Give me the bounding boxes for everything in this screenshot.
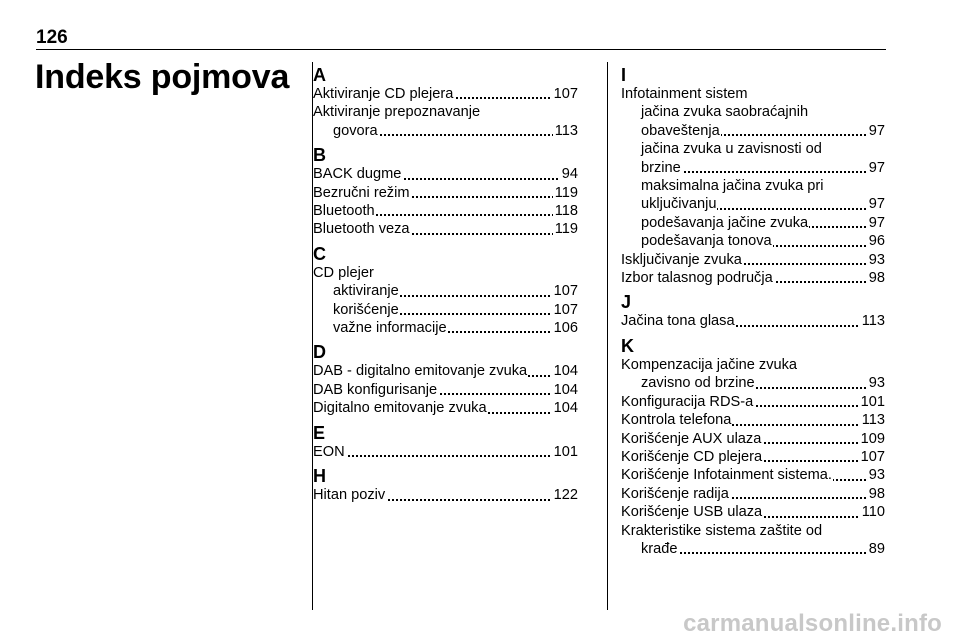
entry-page-number: 93 [868, 467, 885, 484]
index-entry [313, 443, 578, 461]
entry-term: EON [313, 443, 345, 460]
index-entry [621, 214, 885, 232]
entry-term: Korišćenje USB ulaza [621, 504, 763, 521]
entry-page-number: 107 [553, 301, 578, 318]
entry-page-number: 113 [861, 313, 885, 330]
index-heading: Krakteristike sistema zaštite od [621, 522, 823, 539]
entry-page-number: 97 [868, 214, 885, 231]
section-letter: C [313, 243, 326, 264]
index-entry [313, 282, 578, 300]
entry-page-number: 107 [553, 283, 578, 300]
entry-term: Bezručni režim [313, 184, 410, 201]
section-letter: B [313, 145, 326, 166]
index-entry [621, 269, 885, 287]
entry-page-number: 113 [861, 412, 885, 429]
index-entry [621, 503, 885, 521]
section-letter: D [313, 342, 326, 363]
index-entry [621, 393, 885, 411]
entry-term: obaveštenja [641, 122, 720, 139]
entry-page-number: 119 [554, 221, 578, 238]
entry-term: Korišćenje Infotainment sistema. [621, 467, 832, 484]
entry-term: uključivanju [641, 196, 717, 213]
entry-term: zavisno od brzine [641, 375, 755, 392]
entry-term: govora [333, 122, 378, 139]
index-entry [621, 195, 885, 213]
index-heading: CD plejer [313, 264, 374, 281]
index-entry [621, 485, 885, 503]
entry-page-number: 101 [860, 393, 885, 410]
index-heading: maksimalna jačina zvuka pri [641, 178, 824, 195]
entry-term: Kontrola telefona [621, 412, 732, 429]
page-title: Indeks pojmova [35, 58, 290, 96]
entry-term: Aktiviranje CD plejera [313, 86, 454, 102]
entry-page-number: 109 [860, 430, 885, 447]
index-entry [621, 312, 885, 330]
entry-term: Korišćenje AUX ulaza [621, 430, 762, 447]
entry-page-number: 97 [868, 196, 885, 213]
entry-page-number: 104 [553, 363, 578, 380]
entry-term: važne informacije [333, 320, 447, 337]
index-entry [313, 202, 578, 220]
index-entry [621, 232, 885, 250]
section-letter: H [313, 466, 326, 487]
entry-page-number: 89 [868, 540, 885, 557]
index-section [313, 467, 578, 504]
entry-page-number: 94 [561, 166, 578, 183]
dot-leader [313, 455, 578, 457]
entry-page-number: 97 [868, 122, 885, 139]
index-section [313, 343, 578, 417]
index-heading: jačina zvuka u zavisnosti od [641, 141, 822, 158]
column-divider-right [607, 62, 608, 610]
index-entry [621, 374, 885, 392]
entry-page-number: 110 [861, 504, 885, 521]
index-entry [313, 486, 578, 504]
index-entry [621, 466, 885, 484]
index-entry [621, 159, 885, 177]
index-entry [313, 301, 578, 319]
entry-page-number: 107 [553, 86, 578, 102]
entry-term: korišćenje [333, 301, 399, 318]
entry-page-number: 107 [860, 448, 885, 465]
index-heading: Aktiviranje prepoznavanje [313, 104, 481, 121]
index-entry [313, 122, 578, 140]
index-section [313, 66, 578, 140]
entry-page-number: 93 [868, 251, 885, 268]
entry-page-number: 98 [868, 485, 885, 502]
header-rule [36, 49, 886, 50]
index-column-1 [313, 66, 578, 511]
section-letter: J [621, 292, 632, 313]
entry-page-number: 104 [553, 381, 578, 398]
entry-term: Konfiguracija RDS-a [621, 393, 754, 410]
index-entry [313, 381, 578, 399]
index-section [313, 424, 578, 461]
index-entry [621, 540, 885, 558]
entry-term: Isključivanje zvuka [621, 251, 742, 268]
entry-term: DAB - digitalno emitovanje zvuka [313, 363, 528, 380]
entry-page-number: 98 [868, 270, 885, 287]
entry-term: Jačina tona glasa [621, 313, 735, 330]
index-entry [621, 448, 885, 466]
index-entry [621, 251, 885, 269]
entry-page-number: 93 [868, 375, 885, 392]
section-letter: K [621, 335, 634, 356]
index-entry [313, 85, 578, 103]
entry-page-number: 101 [553, 443, 578, 460]
entry-term: Digitalno emitovanje zvuka [313, 400, 487, 417]
section-letter: A [313, 65, 326, 85]
watermark: carmanualsonline.info [683, 610, 942, 637]
entry-term: Izbor talasnog područja [621, 270, 773, 287]
entry-term: Korišćenje CD plejera [621, 448, 763, 465]
index-column-2 [621, 66, 885, 564]
entry-term: Bluetooth veza [313, 221, 410, 238]
entry-term: BACK dugme [313, 166, 402, 183]
index-section [313, 245, 578, 338]
entry-page-number: 97 [868, 159, 885, 176]
entry-page-number: 113 [554, 122, 578, 139]
section-letter: I [621, 65, 627, 85]
index-entry [313, 399, 578, 417]
section-letter: E [313, 422, 326, 443]
entry-term: Bluetooth [313, 203, 375, 220]
entry-page-number: 119 [554, 184, 578, 201]
entry-term: krađe [641, 540, 678, 557]
entry-page-number: 96 [868, 233, 885, 250]
entry-term: DAB konfigurisanje [313, 381, 438, 398]
entry-term: podešavanja tonova [641, 233, 772, 250]
index-heading: Kompenzacija jačine zvuka [621, 356, 798, 373]
index-entry [313, 165, 578, 183]
index-heading: jačina zvuka saobraćajnih [641, 104, 809, 121]
index-section [313, 146, 578, 239]
entry-term: podešavanja jačine zvuka [641, 214, 809, 231]
entry-page-number: 104 [553, 400, 578, 417]
index-entry [621, 430, 885, 448]
entry-page-number: 106 [553, 320, 578, 337]
index-section [621, 337, 885, 558]
index-entry [621, 411, 885, 429]
index-entry [313, 220, 578, 238]
entry-page-number: 118 [554, 203, 578, 220]
entry-term: Korišćenje radija [621, 485, 729, 502]
entry-term: brzine [641, 159, 681, 176]
index-section [621, 293, 885, 330]
index-entry [621, 122, 885, 140]
entry-term: Hitan poziv [313, 487, 386, 504]
entry-page-number: 122 [553, 487, 578, 504]
entry-term: aktiviranje [333, 283, 399, 300]
index-heading: Infotainment sistem [621, 86, 748, 102]
index-entry [313, 319, 578, 337]
page-number: 126 [36, 27, 68, 48]
index-entry [313, 362, 578, 380]
index-section [621, 66, 885, 287]
index-entry [313, 184, 578, 202]
